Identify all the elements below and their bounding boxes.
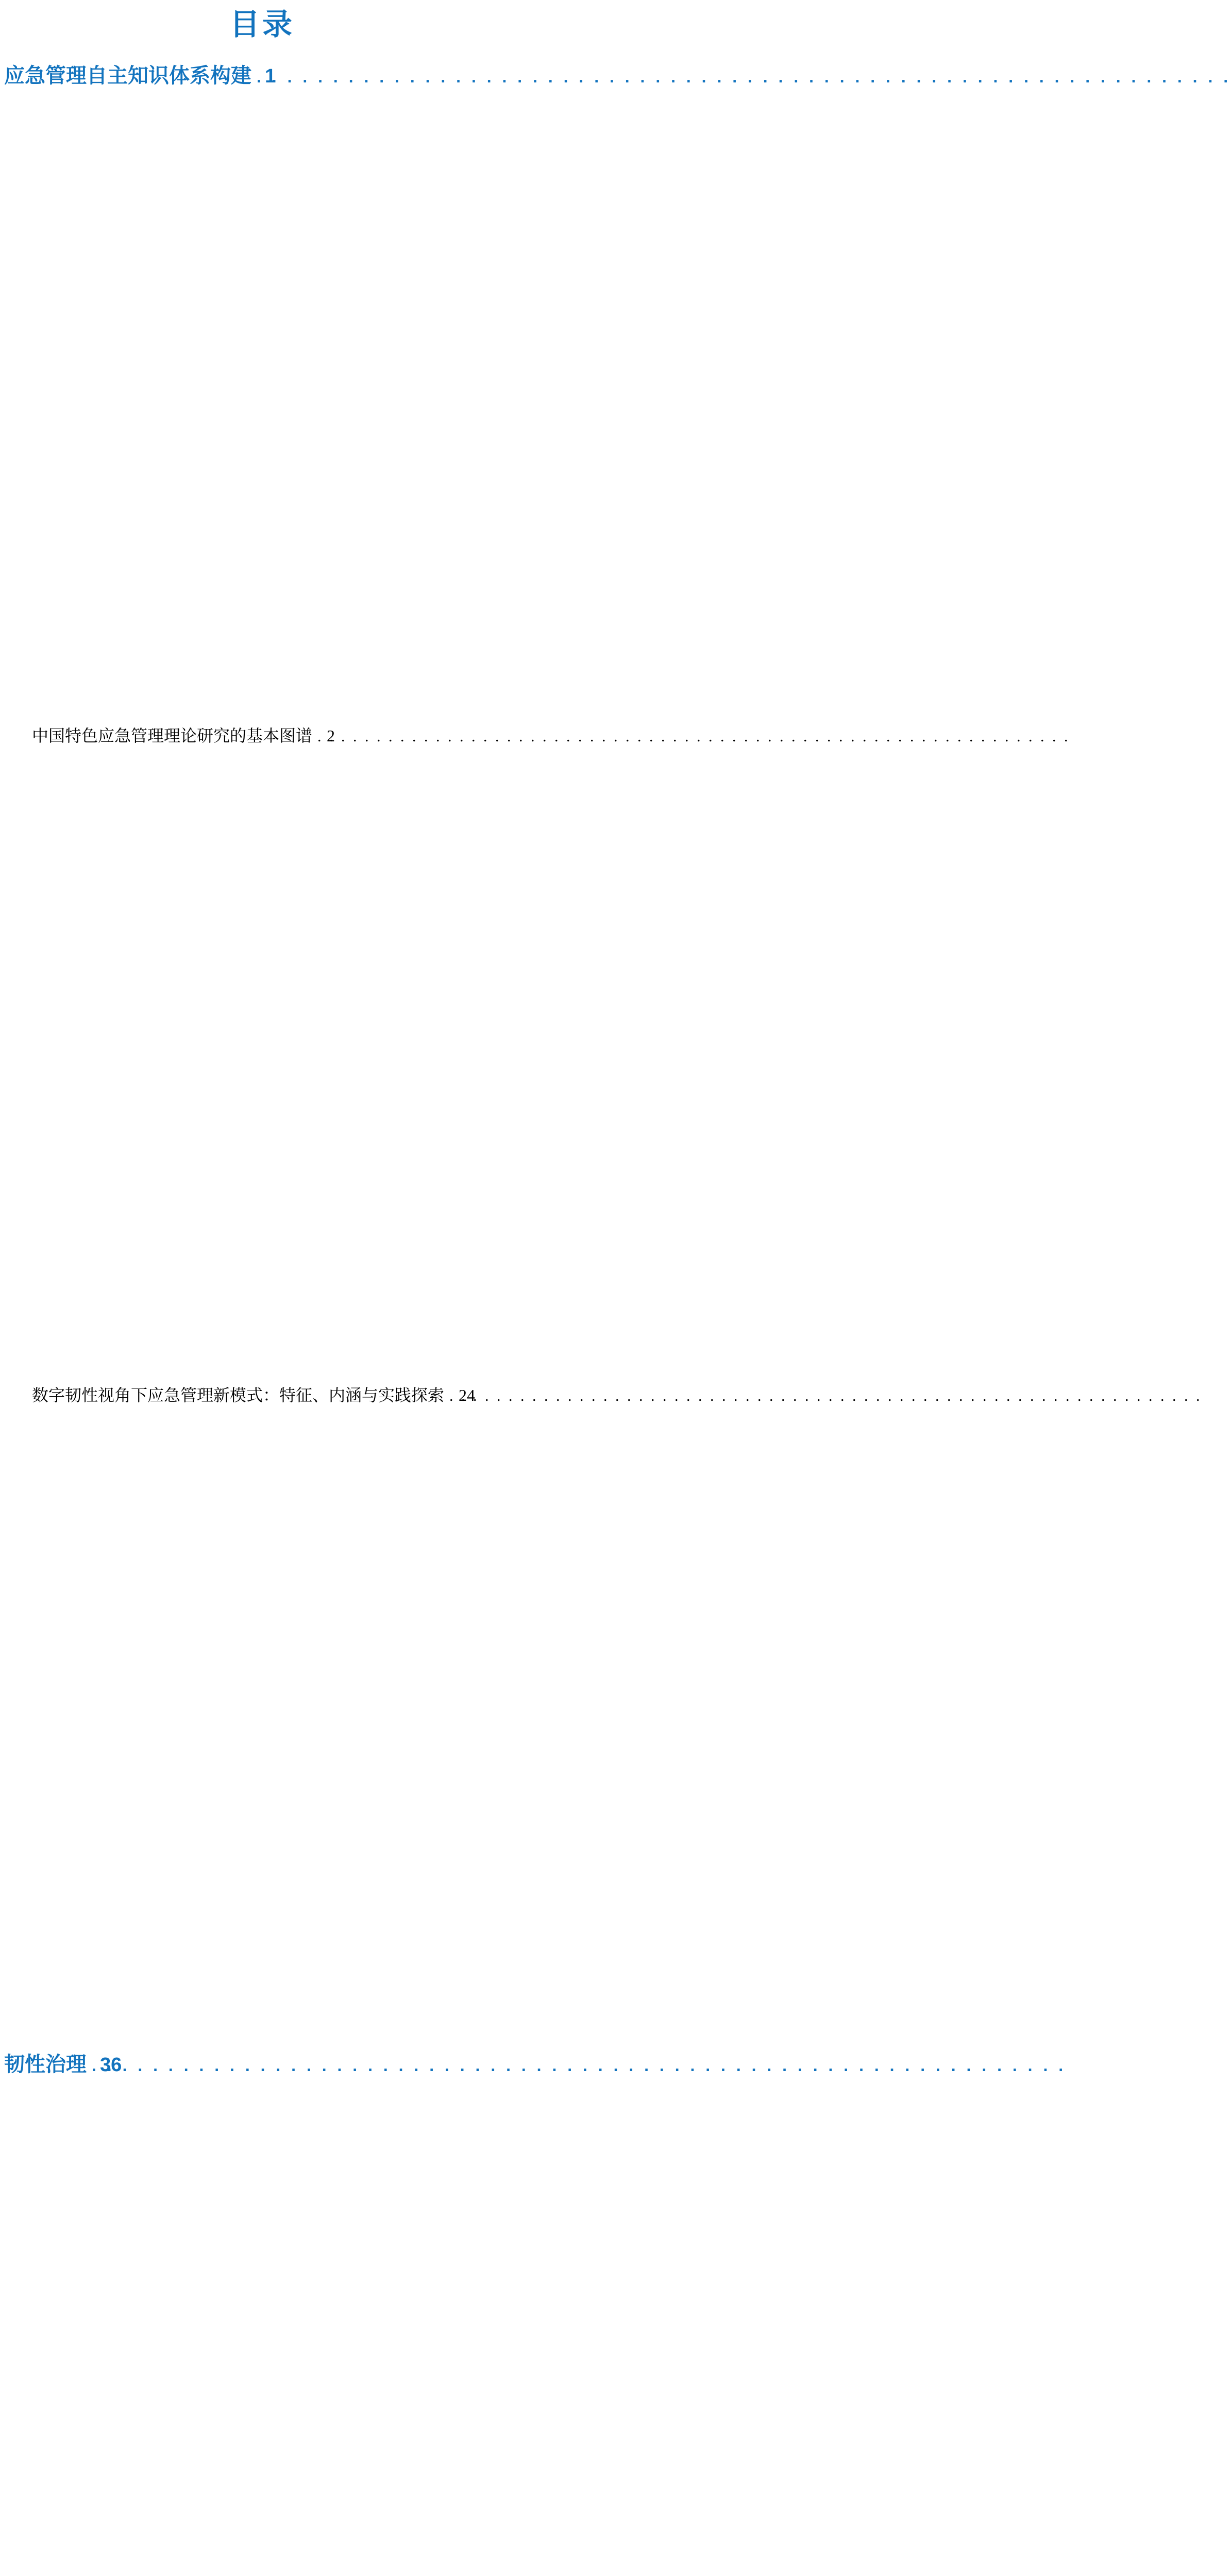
toc-article-row[interactable] bbox=[32, 716, 520, 1375]
dot-leader bbox=[87, 2052, 96, 2079]
toc-article-row[interactable] bbox=[32, 1375, 520, 2035]
page-number: 1 bbox=[261, 56, 817, 716]
toc-section-row[interactable] bbox=[4, 56, 520, 716]
toc-section-row[interactable] bbox=[4, 2045, 520, 2576]
dot-leader bbox=[312, 722, 323, 751]
dot-leader bbox=[251, 63, 261, 91]
toc-entry-title: 韧性治理 bbox=[4, 2050, 87, 2078]
toc-list bbox=[4, 56, 520, 2576]
page-title: 目录 bbox=[4, 6, 520, 44]
page-number: 2 bbox=[323, 716, 879, 1375]
toc-entry-title: 中国特色应急管理理论研究的基本图谱 bbox=[32, 722, 312, 750]
page-number: 24 bbox=[454, 1375, 1011, 2035]
page-number: 36 bbox=[96, 2045, 652, 2576]
toc-page bbox=[0, 0, 557, 659]
toc-entry-title: 数字韧性视角下应急管理新模式：特征、内涵与实践探索 bbox=[32, 1381, 444, 1410]
toc-entry-title: 应急管理自主知识体系构建 bbox=[4, 62, 251, 90]
dot-leader bbox=[444, 1382, 454, 1410]
